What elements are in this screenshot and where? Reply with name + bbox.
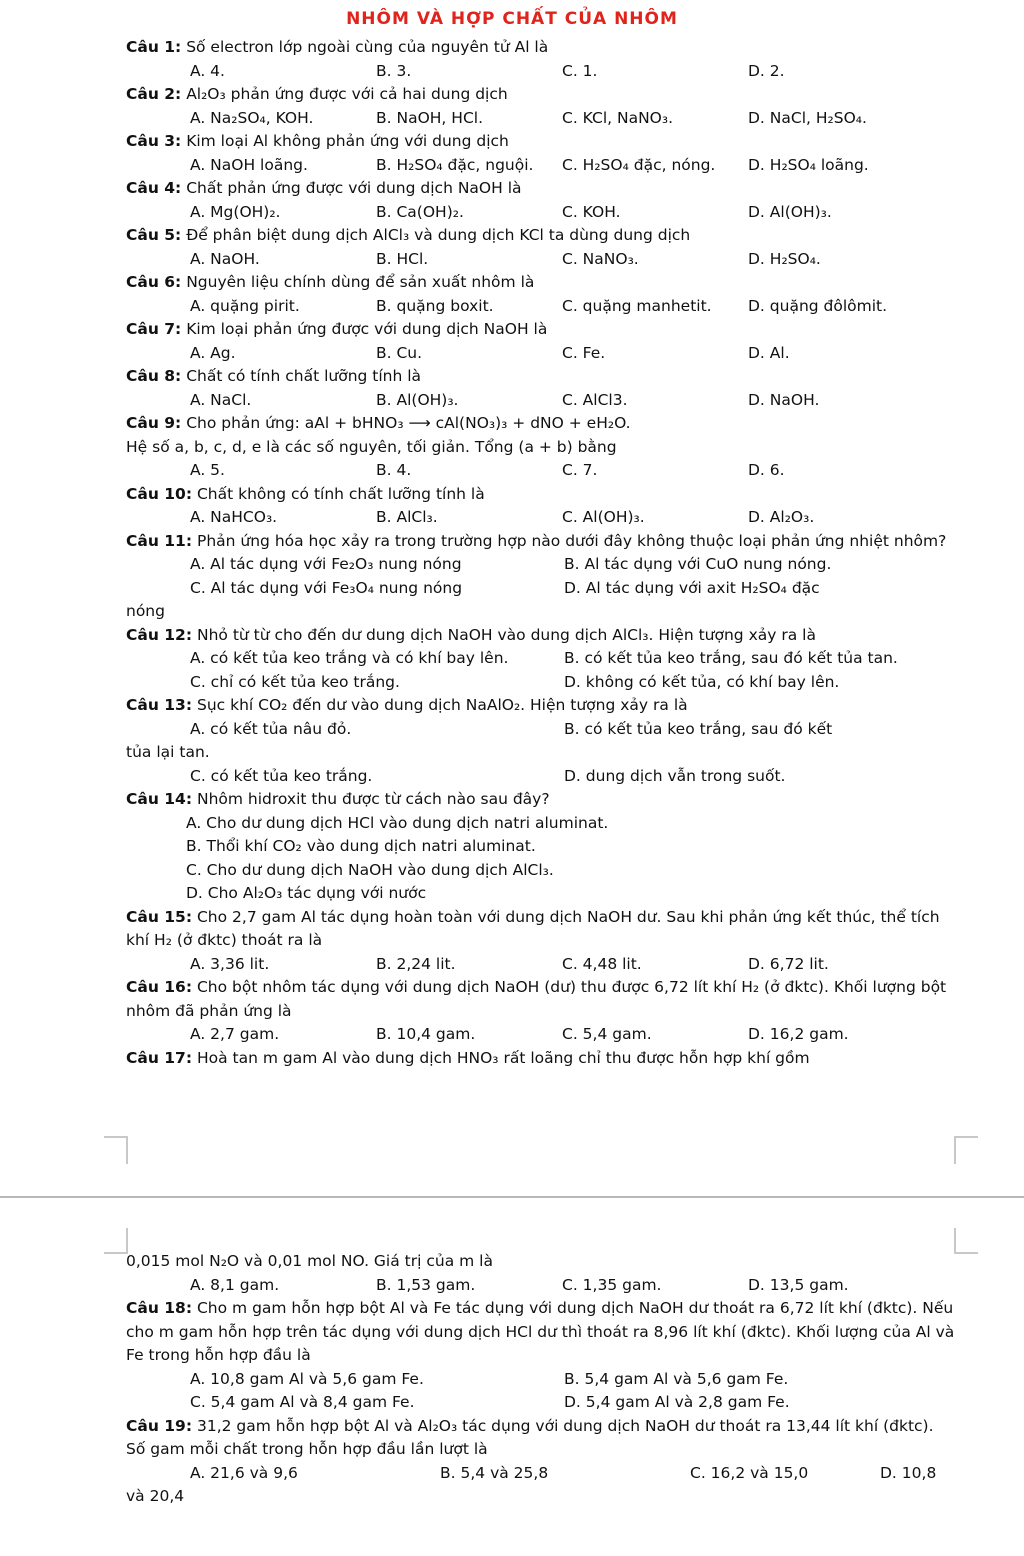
question-stem: Cho 2,7 gam Al tác dụng hoàn toàn với dung dịch NaOH dư. Sau khi phản ứng kết thúc, thể tích khí H₂ (ở đktc) thoát ra là [126,907,940,949]
question-9 [126,412,956,483]
option-c: C. chỉ có kết tủa keo trắng. [190,672,400,691]
option-d: D. NaOH. [748,390,820,409]
question-stem-continuation: 0,015 mol N₂O và 0,01 mol NO. Giá trị của m là [126,1252,493,1270]
question-stem: Kim loại Al không phản ứng với dung dịch [186,132,509,150]
question-12 [126,624,956,695]
question-stem: Nhỏ từ từ cho đến dư dung dịch NaOH vào dung dịch AlCl₃. Hiện tượng xảy ra là [196,625,816,644]
question-1 [126,36,956,83]
option-d: D. Al(OH)₃. [748,202,832,221]
question-number: Câu 3: [126,132,182,150]
option-a: A. NaOH loãng. [190,155,308,174]
question-list [126,36,956,1070]
question-13 [126,694,956,788]
option-b: B. Al(OH)₃. [376,390,459,409]
option-b: B. 3. [376,61,412,80]
option-d-continuation: nóng [126,602,165,620]
question-stem: Số electron lớp ngoài cùng của nguyên tử Al là [186,38,549,56]
question-stem: Kim loại phản ứng được với dung dịch NaOH là [186,320,548,338]
option-c: C. Al tác dụng với Fe₃O₄ nung nóng [190,578,463,597]
question-stem: Cho phản ứng: aAl + bHNO₃ ⟶ cAl(NO₃)₃ + dNO + eH₂O. [186,414,631,432]
option-d: D. Al₂O₃. [748,508,815,526]
option-d: D. 6. [748,461,785,479]
question-stem: Cho bột nhôm tác dụng với dung dịch NaOH (dư) thu được 6,72 lít khí H₂ (ở đktc). Khối lượng bột nhôm đã phản ứng là [126,978,947,1020]
option-d: D. 5,4 gam Al và 2,8 gam Fe. [564,1393,790,1411]
question-number: Câu 11: [126,531,193,550]
option-b: B. NaOH, HCl. [376,108,484,127]
question-18 [126,1297,956,1415]
option-c: C. Al(OH)₃. [562,508,645,526]
question-number: Câu 6: [126,273,182,291]
question-stem: Nguyên liệu chính dùng để sản xuất nhôm là [186,273,535,291]
option-a: A. 4. [190,61,225,80]
option-c: C. 5,4 gam. [562,1025,652,1043]
option-a: A. 10,8 gam Al và 5,6 gam Fe. [190,1369,424,1388]
option-c: C. 1. [562,61,598,80]
option-a: A. quặng pirit. [190,296,300,315]
question-stem: Phản ứng hóa học xảy ra trong trường hợp nào dưới đây không thuộc loại phản ứng nhiệt nhôm? [196,531,947,550]
option-d: D. dung dịch vẫn trong suốt. [564,766,786,785]
question-number: Câu 14: [126,790,193,808]
question-6 [126,271,956,318]
question-stem: Chất không có tính chất lưỡng tính là [196,484,485,503]
document-title: NHÔM VÀ HỢP CHẤT CỦA NHÔM [346,9,678,29]
question-14 [126,788,956,906]
option-b: B. 2,24 lit. [376,954,456,973]
question-number: Câu 1: [126,38,182,56]
question-number: Câu 5: [126,226,182,244]
option-c: C. KOH. [562,202,621,221]
option-b: B. có kết tủa keo trắng, sau đó kết tủa tan. [564,649,898,667]
option-d: D. 16,2 gam. [748,1025,849,1043]
option-d: D. NaCl, H₂SO₄. [748,108,867,127]
question-number: Câu 12: [126,625,193,644]
question-list-continued [126,1250,956,1509]
option-d: D. H₂SO₄ loãng. [748,155,869,174]
option-b: B. có kết tủa keo trắng, sau đó kết [564,719,833,738]
question-3 [126,130,956,177]
option-d-continuation: và 20,4 [126,1487,185,1505]
option-a: A. Mg(OH)₂. [190,202,281,221]
option-a: A. 5. [190,461,225,479]
option-a: A. 3,36 lit. [190,954,270,973]
option-c: C. có kết tủa keo trắng. [190,766,373,785]
question-number: Câu 19: [126,1416,193,1435]
question-number: Câu 10: [126,484,193,503]
option-c: C. 4,48 lit. [562,954,642,973]
question-11 [126,530,956,624]
question-stem: Hoà tan m gam Al vào dung dịch HNO₃ rất loãng chỉ thu được hỗn hợp khí gồm [196,1048,810,1067]
option-b: B. 1,53 gam. [376,1275,476,1294]
question-stem: Chất phản ứng được với dung dịch NaOH là [186,179,522,197]
option-a: A. Al tác dụng với Fe₂O₃ nung nóng [190,555,462,573]
option-a: A. 21,6 và 9,6 [190,1463,298,1482]
question-stem: Cho m gam hỗn hợp bột Al và Fe tác dụng với dung dịch NaOH dư thoát ra 6,72 lít khí (đktc). Nếu cho m gam hỗn hợp trên tác dụng với dung dịch HCl dư thì thoát ra 8,96 lít khí (đktc). Khối lượng của Al và Fe trong hỗn hợp đầu là [126,1299,955,1364]
question-number: Câu 4: [126,179,182,197]
question-19 [126,1415,956,1509]
option-b: B. 5,4 và 25,8 [440,1463,549,1482]
question-number: Câu 13: [126,696,193,714]
option-d: D. Cho Al₂O₃ tác dụng với nước [186,884,427,902]
question-stem: Chất có tính chất lưỡng tính là [186,367,422,385]
option-a: A. 2,7 gam. [190,1025,280,1043]
option-c: C. 7. [562,461,598,479]
option-b: B. HCl. [376,249,429,268]
option-a: A. NaCl. [190,390,252,409]
option-d: D. 6,72 lit. [748,954,829,973]
option-d: D. H₂SO₄. [748,249,821,268]
question-number: Câu 15: [126,907,193,926]
question-17-continued [126,1250,956,1297]
option-a: A. Na₂SO₄, KOH. [190,108,314,127]
page-corner-mark [104,1136,128,1164]
option-b: B. Thổi khí CO₂ vào dung dịch natri aluminat. [186,837,536,855]
question-stem: Để phân biệt dung dịch AlCl₃ và dung dịch KCl ta dùng dung dịch [186,226,691,244]
question-stem-line-2: Hệ số a, b, c, d, e là các số nguyên, tối giản. Tổng (a + b) bằng [126,437,617,456]
option-c: C. Cho dư dung dịch NaOH vào dung dịch AlCl₃. [186,860,554,879]
option-a: A. 8,1 gam. [190,1275,280,1294]
question-8 [126,365,956,412]
option-c: C. H₂SO₄ đặc, nóng. [562,155,716,174]
option-a: A. NaHCO₃. [190,508,278,526]
option-c: C. NaNO₃. [562,249,639,268]
option-b: B. 4. [376,461,412,479]
option-b-continuation: tủa lại tan. [126,743,210,761]
option-d: D. 2. [748,61,785,80]
option-c: C. quặng manhetit. [562,296,712,315]
option-a: A. có kết tủa nâu đỏ. [190,719,352,738]
option-d: D. 13,5 gam. [748,1275,849,1294]
option-c: C. 16,2 và 15,0 [690,1463,809,1482]
option-a: A. NaOH. [190,249,260,268]
option-d: D. Al. [748,343,790,362]
option-d: D. 10,8 [880,1463,937,1482]
option-a: A. có kết tủa keo trắng và có khí bay lên. [190,649,509,667]
page-corner-mark [954,1136,978,1164]
question-stem: Sục khí CO₂ đến dư vào dung dịch NaAlO₂. Hiện tượng xảy ra là [196,696,688,714]
question-number: Câu 2: [126,85,182,103]
document-page-2 [0,1198,1024,1556]
question-7 [126,318,956,365]
option-b: B. quặng boxit. [376,296,494,315]
question-5 [126,224,956,271]
option-c: C. AlCl3. [562,390,628,409]
question-10 [126,483,956,530]
option-c: C. 1,35 gam. [562,1275,662,1294]
question-number: Câu 16: [126,978,193,996]
question-number: Câu 9: [126,414,182,432]
option-b: B. 5,4 gam Al và 5,6 gam Fe. [564,1369,789,1388]
question-number: Câu 18: [126,1299,193,1317]
question-16 [126,976,956,1047]
option-a: A. Cho dư dung dịch HCl vào dung dịch natri aluminat. [186,813,609,832]
option-d: D. Al tác dụng với axit H₂SO₄ đặc [564,578,820,597]
option-b: B. Ca(OH)₂. [376,202,464,221]
question-number: Câu 8: [126,367,182,385]
option-c: C. Fe. [562,343,606,362]
option-d: D. không có kết tủa, có khí bay lên. [564,672,840,691]
question-number: Câu 7: [126,320,182,338]
option-b: B. 10,4 gam. [376,1025,476,1043]
option-b: B. H₂SO₄ đặc, nguội. [376,155,534,174]
option-b: B. AlCl₃. [376,508,438,526]
question-stem: Al₂O₃ phản ứng được với cả hai dung dịch [186,85,508,103]
question-stem: Nhôm hidroxit thu được từ cách nào sau đây? [196,790,550,808]
question-2 [126,83,956,130]
option-c: C. KCl, NaNO₃. [562,108,674,127]
option-b: B. Al tác dụng với CuO nung nóng. [564,555,832,573]
option-c: C. 5,4 gam Al và 8,4 gam Fe. [190,1393,415,1411]
question-stem: 31,2 gam hỗn hợp bột Al và Al₂O₃ tác dụng với dung dịch NaOH dư thoát ra 13,44 lít khí (đktc). Số gam mỗi chất trong hỗn hợp đầu lần lượt là [126,1416,934,1458]
option-a: A. Ag. [190,343,236,362]
question-number: Câu 17: [126,1048,193,1067]
option-d: D. quặng đôlômit. [748,296,888,315]
question-17 [126,1047,956,1071]
question-15 [126,906,956,977]
option-b: B. Cu. [376,343,423,362]
question-4 [126,177,956,224]
